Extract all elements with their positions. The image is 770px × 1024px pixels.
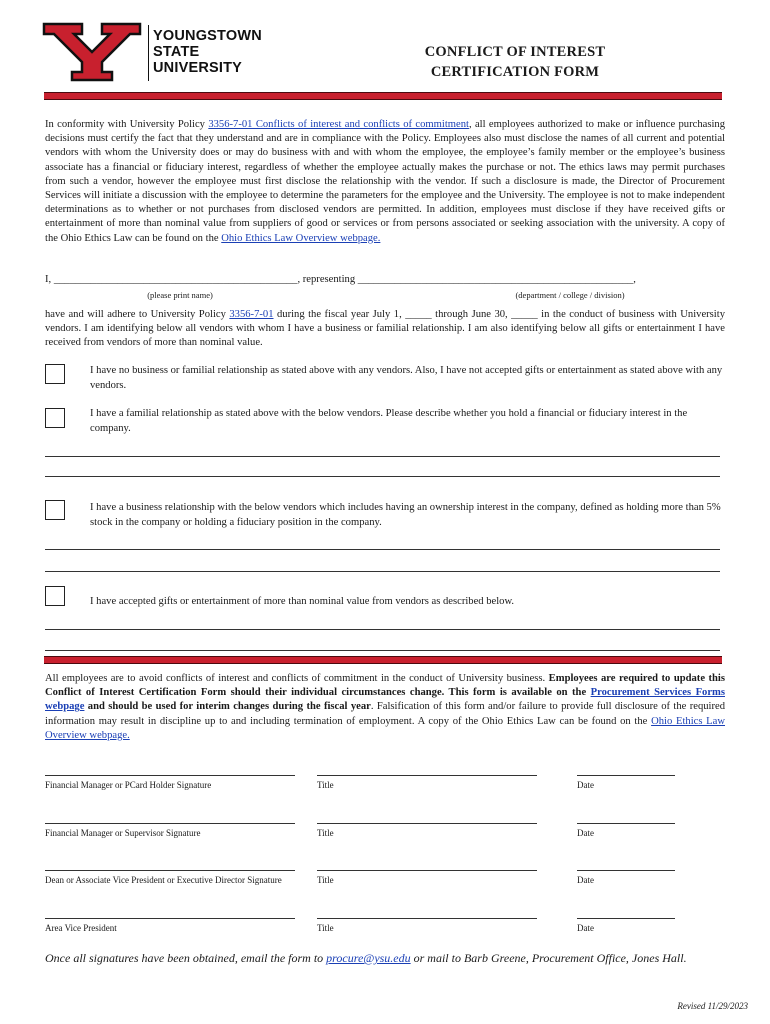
no-relationship-checkbox[interactable] [45,364,65,384]
familial-relationship-label: I have a familial relationship as stated above with the below vendors. Please describe whether you hold a financial or fiduciary interest in the company. [90,408,688,434]
wordmark-line-1: YOUNGSTOWN [153,28,262,44]
ysu-logo-icon [42,22,142,82]
statement-paragraph [45,308,725,351]
date-line-1[interactable] [577,775,675,776]
wordmark-line-3: UNIVERSITY [153,60,243,76]
familial-description-line-1[interactable] [45,456,720,457]
signature-role-label: Dean or Associate Vice President or Executive Director Signature [45,875,282,885]
intro-paragraph [45,118,725,246]
gifts-description-line-1[interactable] [45,629,720,630]
title-label: Title [317,875,334,885]
title-label: Title [317,780,334,790]
signature-line-1[interactable] [45,775,295,776]
name-caption: (please print name) [147,290,213,300]
procurement-forms-link[interactable]: Procurement Services Forms webpage [45,687,725,713]
revision-date: Revised 11/29/2023 [677,1001,748,1011]
statement-text-body: during the fiscal year July 1, _____ through June 30, _____ in the conduct of business with University vendors. I am identifying below all vendors with whom I have a business or familial relationship. I am also identifying below all gifts or entertainment I have received from vendors of more than nominal value. [45,309,725,349]
form-title-line-2: CERTIFICATION FORM [430,64,600,80]
title-line-4[interactable] [317,918,537,919]
header-divider-bar [44,92,722,100]
familial-description-line-2[interactable] [45,476,720,477]
policy-link[interactable]: 3356-7-01 Conflicts of interest and conflicts of commitment [208,119,469,130]
business-relationship-label: I have a business relationship with the below vendors which includes having an ownership interest in the company, defined as holding more than 5% stock in the company or holding a fiduciary position in the company. [90,502,721,528]
closing-text-end: . Falsification of this form and/or failure to provide full disclosure of the required information may result in discipline up to and including termination of employment. A copy of the Ohio Ethics Law can be found on the [45,701,726,727]
form-title-line-1: CONFLICT OF INTEREST [424,44,606,60]
gifts-accepted-label: I have accepted gifts or entertainment of more than nominal value from vendors as described below. [90,596,515,607]
intro-text-start: In conformity with University Policy [45,119,209,130]
closing-text-start: All employees are to avoid conflicts of interest and conflicts of commitment in the conduct of University business. [45,673,549,684]
signature-line-4[interactable] [45,918,295,919]
ohio-ethics-link[interactable]: Ohio Ethics Law Overview webpage. [221,232,381,244]
procure-email-link[interactable]: procure@ysu.edu [326,951,411,965]
title-line-3[interactable] [317,870,537,871]
gifts-accepted-checkbox[interactable] [45,586,65,606]
footer-text-start: Once all signatures have been obtained, email the form to [45,951,327,965]
signature-role-label: Financial Manager or PCard Holder Signature [45,780,212,790]
title-line-1[interactable] [317,775,537,776]
closing-bold-2: and should be used for interim changes during the fiscal year [84,701,371,713]
statement-text-start: have and will adhere to University Policy [45,309,230,320]
submission-instructions [45,951,735,966]
no-relationship-label: I have no business or familial relationship as stated above with any vendors. Also, I have not accepted gifts or entertainment as stated above with any vendors. [90,365,723,391]
gifts-description-line-2[interactable] [45,650,720,651]
signature-line-2[interactable] [45,823,295,824]
title-line-2[interactable] [317,823,537,824]
date-label: Date [577,780,594,790]
date-label: Date [577,875,594,885]
date-label: Date [577,923,594,933]
closing-ethics-link[interactable]: Ohio Ethics Law Overview webpage. [45,715,725,741]
footer-text-end: or mail to Barb Greene, Procurement Office, Jones Hall. [410,951,687,965]
business-description-line-1[interactable] [45,549,720,550]
signature-role-label: Area Vice President [45,923,117,933]
date-label: Date [577,828,594,838]
policy-number-link[interactable]: 3356-7-01 [229,309,274,320]
business-relationship-checkbox[interactable] [45,500,65,520]
section-divider-bar [44,656,722,664]
university-wordmark [153,28,262,76]
date-line-3[interactable] [577,870,675,871]
familial-relationship-checkbox[interactable] [45,408,65,428]
form-title [380,42,650,82]
logo-divider [148,25,149,81]
signature-role-label: Financial Manager or Supervisor Signature [45,828,201,838]
department-caption: (department / college / division) [515,290,625,300]
wordmark-line-2: STATE [153,44,200,60]
title-label: Title [317,828,334,838]
intro-text-body: , all employees authorized to make or influence purchasing decisions must certify the fact that they understand and are in compliance with the Policy. Employees also must disclose the names of all current and potential vendors with whom the University does or may do business with and with whom the employee, the employee’s family member or the employee’s business associate has a financial or fiduciary interest, regardless of whether the employee actually makes the purchase or not. The ethics laws may permit purchases from such a vendor, however the employee must first disclose the relationship with the vendor. If such a disclosure is made, the Director of Procurement Services will initiate a discussion with the employee to determine the parameters for the employee and the University. The employee is not to make independent determinations as to whether or not purchases from disclosed vendors are permitted. In addition, employees must disclose if they have received gifts or entertainment of more than nominal value from suppliers of good or services or from persons associated or seeking association with the university. A copy of the Ohio Ethics Law can be found on the [45,119,725,244]
date-line-4[interactable] [577,918,675,919]
closing-bold-1: Employees are required to update this Conflict of Interest Certification Form should their individual circumstances change. This form is available on the [45,673,725,699]
closing-paragraph [45,672,725,743]
name-department-line[interactable]: I, ______________________________________________, representing ____________________________________________________, [45,274,636,285]
title-label: Title [317,923,334,933]
date-line-2[interactable] [577,823,675,824]
business-description-line-2[interactable] [45,571,720,572]
signature-line-3[interactable] [45,870,295,871]
